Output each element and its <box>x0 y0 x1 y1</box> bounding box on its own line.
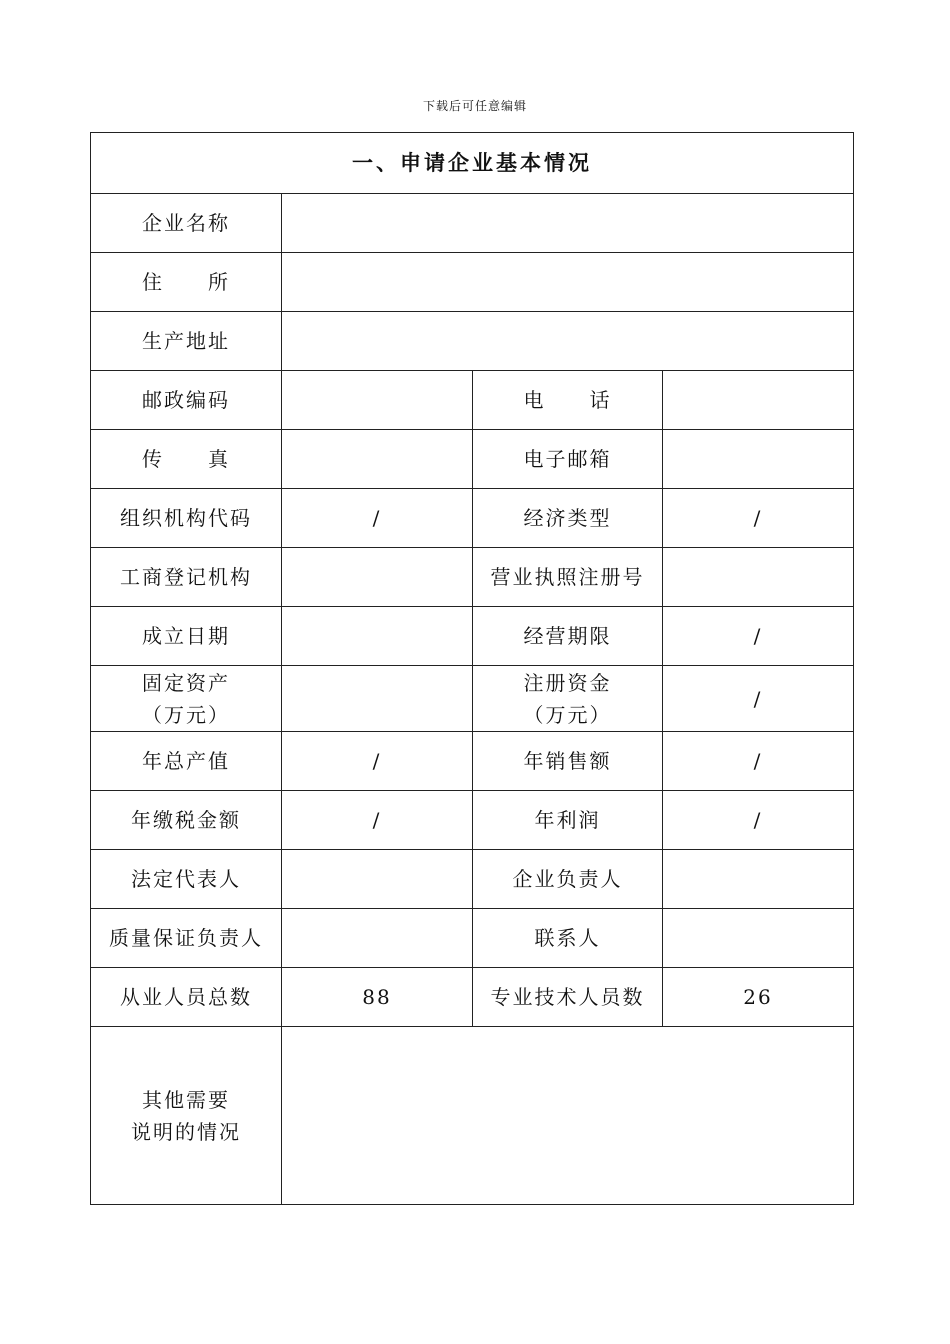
annual-output-field[interactable]: / <box>282 732 473 791</box>
other-notes-label-line2: 说明的情况 <box>131 1119 241 1144</box>
economic-type-field[interactable]: / <box>663 489 854 548</box>
org-code-field[interactable]: / <box>282 489 473 548</box>
registry-office-field[interactable] <box>282 548 473 607</box>
registered-capital-field[interactable]: / <box>663 666 854 732</box>
postal-code-label: 邮政编码 <box>91 371 282 430</box>
other-notes-label <box>91 1027 282 1205</box>
founded-date-label: 成立日期 <box>91 607 282 666</box>
company-name-field[interactable] <box>282 194 854 253</box>
fixed-assets-label-line2: （万元） <box>142 702 230 727</box>
address-field[interactable] <box>282 253 854 312</box>
technical-staff-field[interactable]: 26 <box>663 968 854 1027</box>
section-title: 一、申请企业基本情况 <box>91 133 854 194</box>
fixed-assets-label-line1: 固定资产 <box>142 670 230 695</box>
operating-term-label: 经营期限 <box>473 607 663 666</box>
registered-capital-label-line1: 注册资金 <box>523 670 612 695</box>
annual-profit-label: 年利润 <box>473 791 663 850</box>
license-number-label: 营业执照注册号 <box>473 548 663 607</box>
fixed-assets-field[interactable] <box>282 666 473 732</box>
annual-profit-field[interactable]: / <box>663 791 854 850</box>
enterprise-info-table <box>90 132 854 1205</box>
contact-person-field[interactable] <box>663 909 854 968</box>
org-code-label: 组织机构代码 <box>91 489 282 548</box>
email-label: 电子邮箱 <box>473 430 663 489</box>
address-label: 住 所 <box>91 253 282 312</box>
postal-code-field[interactable] <box>282 371 473 430</box>
quality-manager-label: 质量保证负责人 <box>91 909 282 968</box>
other-notes-field[interactable] <box>282 1027 854 1205</box>
contact-person-label: 联系人 <box>473 909 663 968</box>
production-address-label: 生产地址 <box>91 312 282 371</box>
total-staff-label: 从业人员总数 <box>91 968 282 1027</box>
quality-manager-field[interactable] <box>282 909 473 968</box>
company-name-label: 企业名称 <box>91 194 282 253</box>
fixed-assets-label <box>91 666 282 732</box>
operating-term-field[interactable]: / <box>663 607 854 666</box>
legal-representative-field[interactable] <box>282 850 473 909</box>
email-field[interactable] <box>663 430 854 489</box>
founded-date-field[interactable] <box>282 607 473 666</box>
registered-capital-label-line2: （万元） <box>523 702 612 727</box>
economic-type-label: 经济类型 <box>473 489 663 548</box>
company-manager-label: 企业负责人 <box>473 850 663 909</box>
total-staff-field[interactable]: 88 <box>282 968 473 1027</box>
production-address-field[interactable] <box>282 312 854 371</box>
technical-staff-label: 专业技术人员数 <box>473 968 663 1027</box>
annual-tax-label: 年缴税金额 <box>91 791 282 850</box>
fax-label: 传 真 <box>91 430 282 489</box>
registry-office-label: 工商登记机构 <box>91 548 282 607</box>
annual-output-label: 年总产值 <box>91 732 282 791</box>
fax-field[interactable] <box>282 430 473 489</box>
license-number-field[interactable] <box>663 548 854 607</box>
legal-representative-label: 法定代表人 <box>91 850 282 909</box>
phone-label: 电 话 <box>473 371 663 430</box>
company-manager-field[interactable] <box>663 850 854 909</box>
registered-capital-label <box>473 666 663 732</box>
phone-field[interactable] <box>663 371 854 430</box>
other-notes-label-line1: 其他需要 <box>142 1087 230 1112</box>
header-note: 下载后可任意编辑 <box>422 99 527 113</box>
annual-sales-label: 年销售额 <box>473 732 663 791</box>
annual-sales-field[interactable]: / <box>663 732 854 791</box>
annual-tax-field[interactable]: / <box>282 791 473 850</box>
